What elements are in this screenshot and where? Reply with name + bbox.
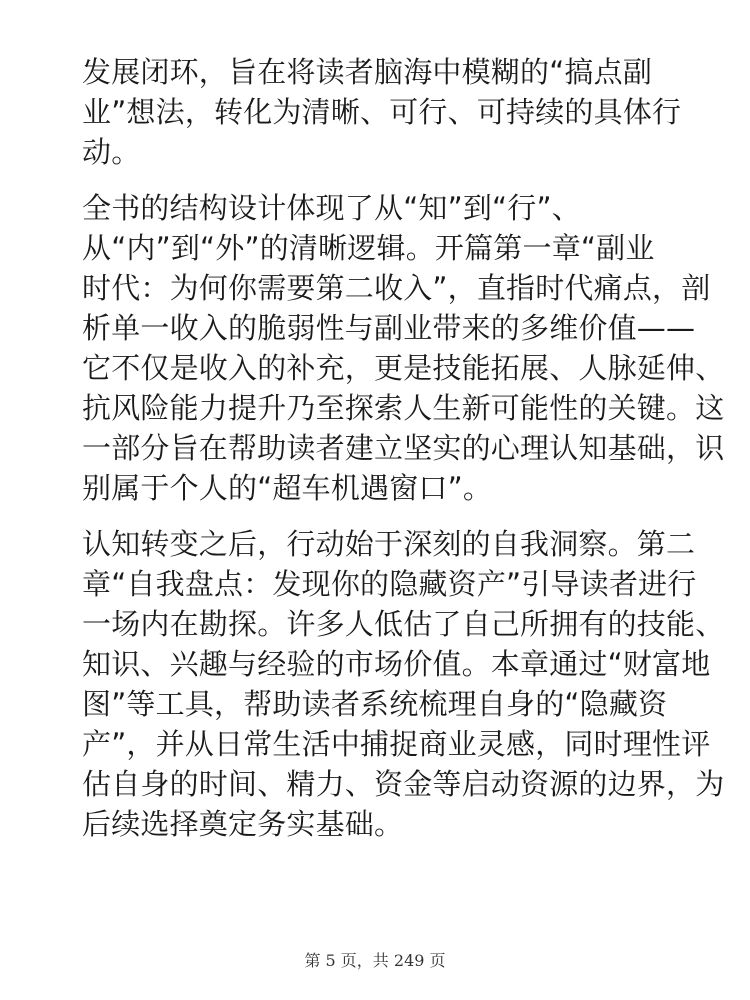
text-line: 全书的结构设计体现了从“知”到“行”、 — [82, 191, 581, 225]
text-line: 知识、兴趣与经验的市场价值。本章通过“财富地 — [82, 647, 711, 681]
text-line: 析单一收入的脆弱性与副业带来的多维价值—— — [82, 311, 696, 345]
text-line: 认知转变之后，行动始于深刻的自我洞察。第二 — [82, 527, 696, 561]
text-line: 动。 — [82, 135, 141, 169]
text-line: 从“内”到“外”的清晰逻辑。开篇第一章“副业 — [82, 231, 655, 265]
body-text — [82, 52, 725, 860]
text-line: 章“自我盘点：发现你的隐藏资产”引导读者进行 — [82, 567, 697, 601]
paragraph-2 — [82, 188, 725, 508]
text-line: 别属于个人的“超车机遇窗口”。 — [82, 471, 493, 505]
text-line: 时代：为何你需要第二收入”，直指时代痛点，剖 — [82, 271, 711, 305]
page-number: 第 5 页，共 249 页 — [304, 951, 446, 970]
text-line: 产”，并从日常生活中捕捉商业灵感，同时理性评 — [82, 727, 711, 761]
paragraph-1 — [82, 52, 682, 172]
text-line: 估自身的时间、精力、资金等启动资源的边界，为 — [82, 767, 725, 801]
text-line: 后续选择奠定务实基础。 — [82, 807, 404, 841]
paragraph-3 — [82, 524, 725, 844]
text-line: 抗风险能力提升乃至探索人生新可能性的关键。这 — [82, 391, 725, 425]
text-line: 图”等工具，帮助读者系统梳理自身的“隐藏资 — [82, 687, 668, 721]
text-line: 业”想法，转化为清晰、可行、可持续的具体行 — [82, 95, 682, 129]
text-line: 一部分旨在帮助读者建立坚实的心理认知基础，识 — [82, 431, 725, 465]
text-line: 一场内在勘探。许多人低估了自己所拥有的技能、 — [82, 607, 725, 641]
text-line: 发展闭环，旨在将读者脑海中模糊的“搞点副 — [82, 55, 653, 89]
text-line: 它不仅是收入的补充，更是技能拓展、人脉延伸、 — [82, 351, 725, 385]
